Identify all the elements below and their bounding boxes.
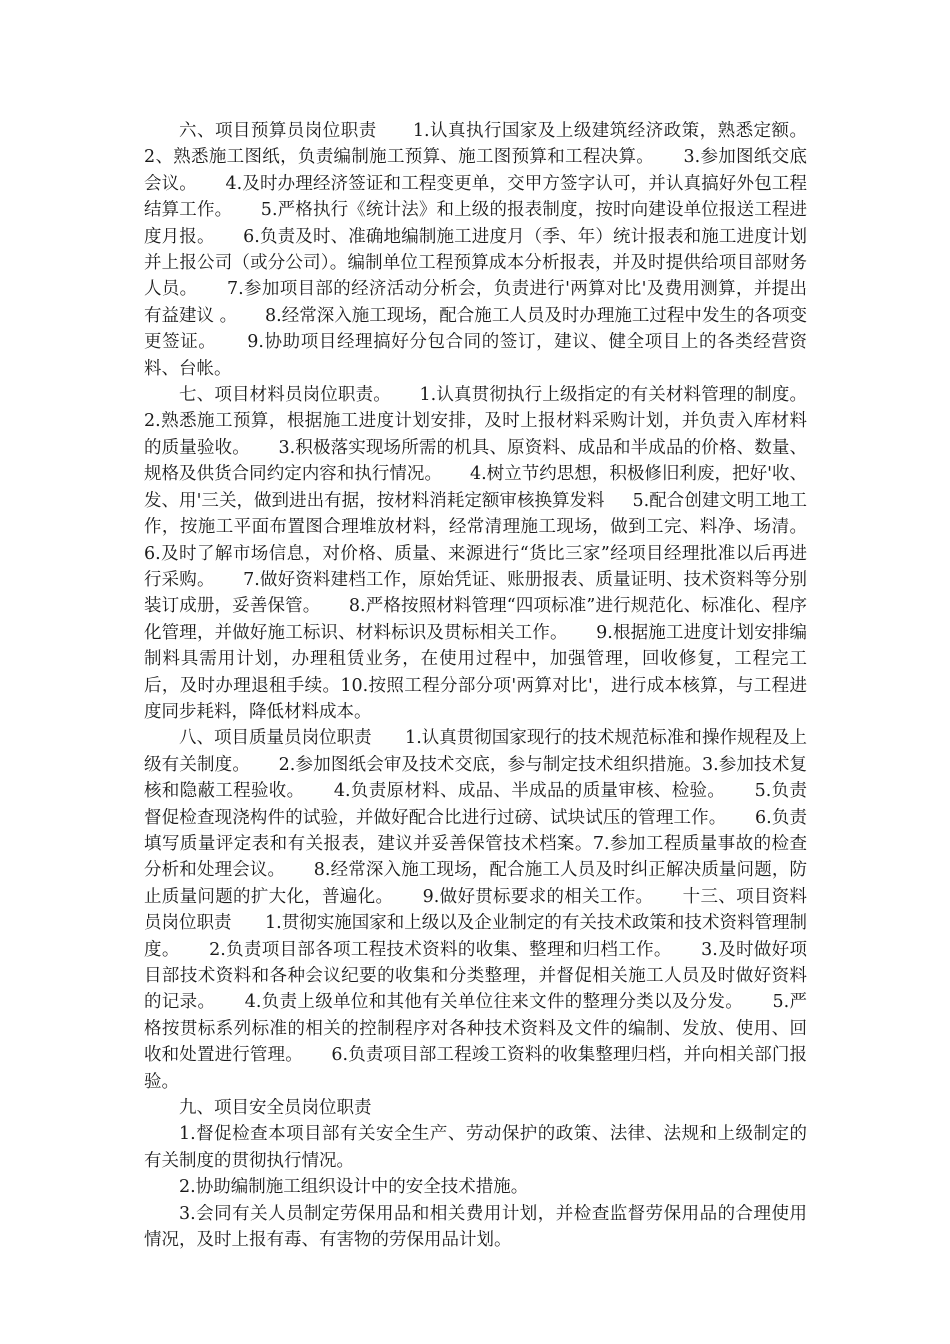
paragraph-safety-duty-1: 1.督促检查本项目部有关安全生产、劳动保护的政策、法律、法规和上级制定的有关制度的贯彻执行情况。 [144,1124,807,1171]
paragraph-materials-staff-duties: 七、项目材料员岗位职责。 1.认真贯彻执行上级指定的有关材料管理的制度。 2.熟悉施工预算，根据施工进度计划安排，及时上报材料采购计划，并负责入库材料的质量验收。 3.积极落实现场所需的机具、原资料、成品和半成品的价格、数量、规格及供货合同约定内容和执行情况。 4.树立节约思想，积极修旧利废，把好'收、发、用'三关，做到进出有据，按材料消耗定额审核换算发料 5.配合创建文明工地工作，按施工平面布置图合理堆放材料，经常清理施工现场，做到工完、料净、场清。 6.及时了解市场信息，对价格、质量、来源进行“货比三家”经项目经理批准以后再进行采购。 7.做好资料建档工作，原始凭证、账册报表、质量证明、技术资料等分别装订成册，妥善保管。 8.严格按照材料管理“四项标准”进行规范化、标准化、程序化管理，并做好施工标识、材料标识及贯标相关工作。 9.根据施工进度计划安排编制料具需用计划，办理租赁业务，在使用过程中，加强管理，回收修复，工程完工后，及时办理退租手续。10.按照工程分部分项'两算对比'，进行成本核算，与工程进度同步耗料，降低材料成本。 [144,385,835,722]
paragraph-quality-and-records-staff-duties: 八、项目质量员岗位职责 1.认真贯彻国家现行的技术规范标准和操作规程及上级有关制度。 2.参加图纸会审及技术交底，参与制定技术组织措施。3.参加技术复核和隐蔽工程验收。 4.负责原材料、成品、半成品的质量审核、检验。 5.负责督促检查现浇构件的试验，并做好配合比进行过磅、试块试压的管理工作。 6.负责填写质量评定表和有关报表，建议并妥善保管技术档案。7.参加工程质量事故的检查分析和处理会议。 8.经常深入施工现场，配合施工人员及时纠正解决质量问题，防止质量问题的扩大化，普遍化。 9.做好贯标要求的相关工作。 十三、项目资料员岗位职责 1.贯彻实施国家和上级以及企业制定的有关技术政策和技术资料管理制度。 2.负责项目部各项工程技术资料的收集、整理和归档工作。 3.及时做好项目部技术资料和各种会议纪要的收集和分类整理，并督促相关施工人员及时做好资料的记录。 4.负责上级单位和其他有关单位往来文件的整理分类以及分发。 5.严格按贯标系列标准的相关的控制程序对各种技术资料及文件的编制、发放、使用、回收和处置进行管理。 6.负责项目部工程竣工资料的收集整理归档，并向相关部门报验。 [144,728,807,1092]
heading-safety-staff-duties: 九、项目安全员岗位职责 [179,1098,372,1119]
paragraph-budget-staff-duties: 六、项目预算员岗位职责 1.认真执行国家及上级建筑经济政策，熟悉定额。 2、熟悉施工图纸，负责编制施工预算、施工图预算和工程决算。 3.参加图纸交底会议。 4.及时办理经济签证和工程变更单，交甲方签字认可，并认真搞好外包工程结算工作。 5.严格执行《统计法》和上级的报表制度，按时向建设单位报送工程进度月报。 6.负责及时、准确地编制施工进度月（季、年）统计报表和施工进度计划并上报公司（或分公司）。编制单位工程预算成本分析报表，并及时提供给项目部财务人员。 7.参加项目部的经济活动分析会，负责进行'两算对比'及费用测算，并提出有益建议 。 8.经常深入施工现场，配合施工人员及时办理施工过程中发生的各项变更签证。 9.协助项目经理搞好分包合同的签订，建议、健全项目上的各类经营资料、台帐。 [144,121,830,379]
paragraph-safety-duty-3: 3.会同有关人员制定劳保用品和相关费用计划，并检查监督劳保用品的合理使用情况，及时上报有毒、有害物的劳保用品计划。 [144,1203,807,1251]
paragraph-safety-duty-2: 2.协助编制施工组织设计中的安全技术措施。 [179,1177,529,1198]
document-body [144,118,835,1253]
